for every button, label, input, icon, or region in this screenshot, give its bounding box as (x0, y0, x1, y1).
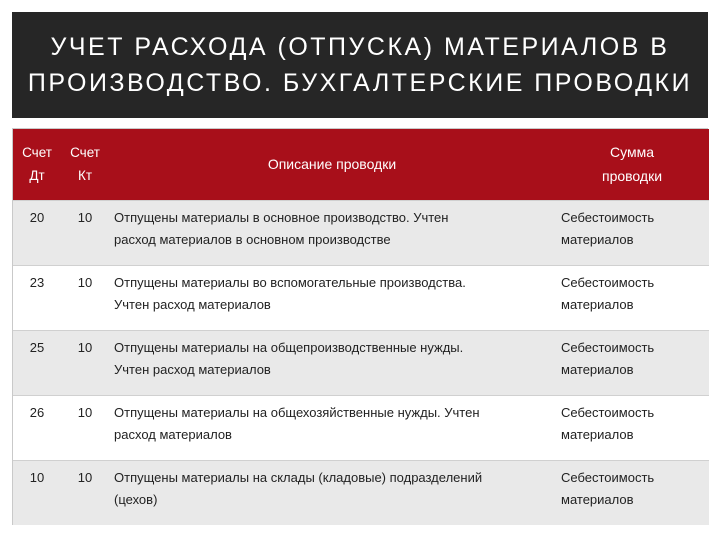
amount-line: материалов (561, 232, 634, 247)
table-row (13, 395, 709, 460)
description-line: Отпущены материалы на общепроизводственные нужды. (114, 339, 464, 355)
cell-amount (555, 460, 709, 525)
cell-description (109, 330, 555, 395)
postings-table (13, 129, 709, 525)
cell-credit: 10 (77, 469, 93, 485)
cell-description (109, 395, 555, 460)
header-credit-line: Счет (70, 145, 100, 161)
description-line: (цехов) (114, 492, 158, 507)
table-row (13, 460, 709, 525)
amount-line: материалов (561, 427, 634, 442)
cell-debit: 10 (29, 469, 45, 485)
cell-credit: 10 (77, 339, 93, 355)
cell-credit: 10 (77, 274, 93, 290)
description-line: Отпущены материалы в основное производство. Учтен (114, 209, 449, 225)
cell-amount (555, 330, 709, 395)
header-amount (555, 129, 709, 200)
cell-credit: 10 (77, 404, 93, 420)
description-line: Учтен расход материалов (114, 362, 271, 377)
description-line: расход материалов в основном производстве (114, 232, 391, 247)
description-line: Отпущены материалы на общехозяйственные нужды. Учтен (114, 404, 480, 420)
description-line: Отпущены материалы во вспомогательные производства. (114, 274, 466, 290)
amount-line: Себестоимость (561, 404, 655, 420)
header-debit-line: Дт (29, 168, 45, 184)
cell-description (109, 265, 555, 330)
description-line: Учтен расход материалов (114, 297, 271, 312)
amount-line: Себестоимость (561, 274, 655, 290)
amount-line: Себестоимость (561, 339, 655, 355)
cell-amount (555, 395, 709, 460)
header-debit-account (13, 129, 61, 200)
cell-debit: 23 (29, 274, 45, 290)
cell-description (109, 460, 555, 525)
table-row (13, 330, 709, 395)
header-credit-account (61, 129, 109, 200)
cell-debit: 26 (29, 404, 45, 420)
cell-amount (555, 200, 709, 265)
description-line: расход материалов (114, 427, 232, 442)
cell-credit: 10 (77, 209, 93, 225)
header-description: Описание проводки (267, 156, 397, 173)
postings-table-wrapper (12, 128, 708, 525)
amount-line: материалов (561, 297, 634, 312)
header-debit-line: Счет (22, 145, 52, 161)
amount-line: Себестоимость (561, 469, 655, 485)
amount-line: Себестоимость (561, 209, 655, 225)
cell-debit: 25 (29, 339, 45, 355)
table-header-row (13, 129, 709, 200)
header-credit-line: Кт (77, 168, 93, 184)
title-line-1: УЧЕТ РАСХОДА (ОТПУСКА) МАТЕРИАЛОВ В (50, 33, 670, 61)
cell-amount (555, 265, 709, 330)
title-line-2: ПРОИЗВОДСТВО. БУХГАЛТЕРСКИЕ ПРОВОДКИ (27, 69, 693, 97)
amount-line: материалов (561, 362, 634, 377)
amount-line: материалов (561, 492, 634, 507)
table-row (13, 200, 709, 265)
cell-description (109, 200, 555, 265)
cell-debit: 20 (29, 209, 45, 225)
title-banner (12, 12, 708, 118)
description-line: Отпущены материалы на склады (кладовые) подразделений (114, 469, 483, 485)
table-row (13, 265, 709, 330)
header-amount-line: проводки (601, 168, 663, 185)
header-amount-line: Сумма (610, 144, 654, 161)
